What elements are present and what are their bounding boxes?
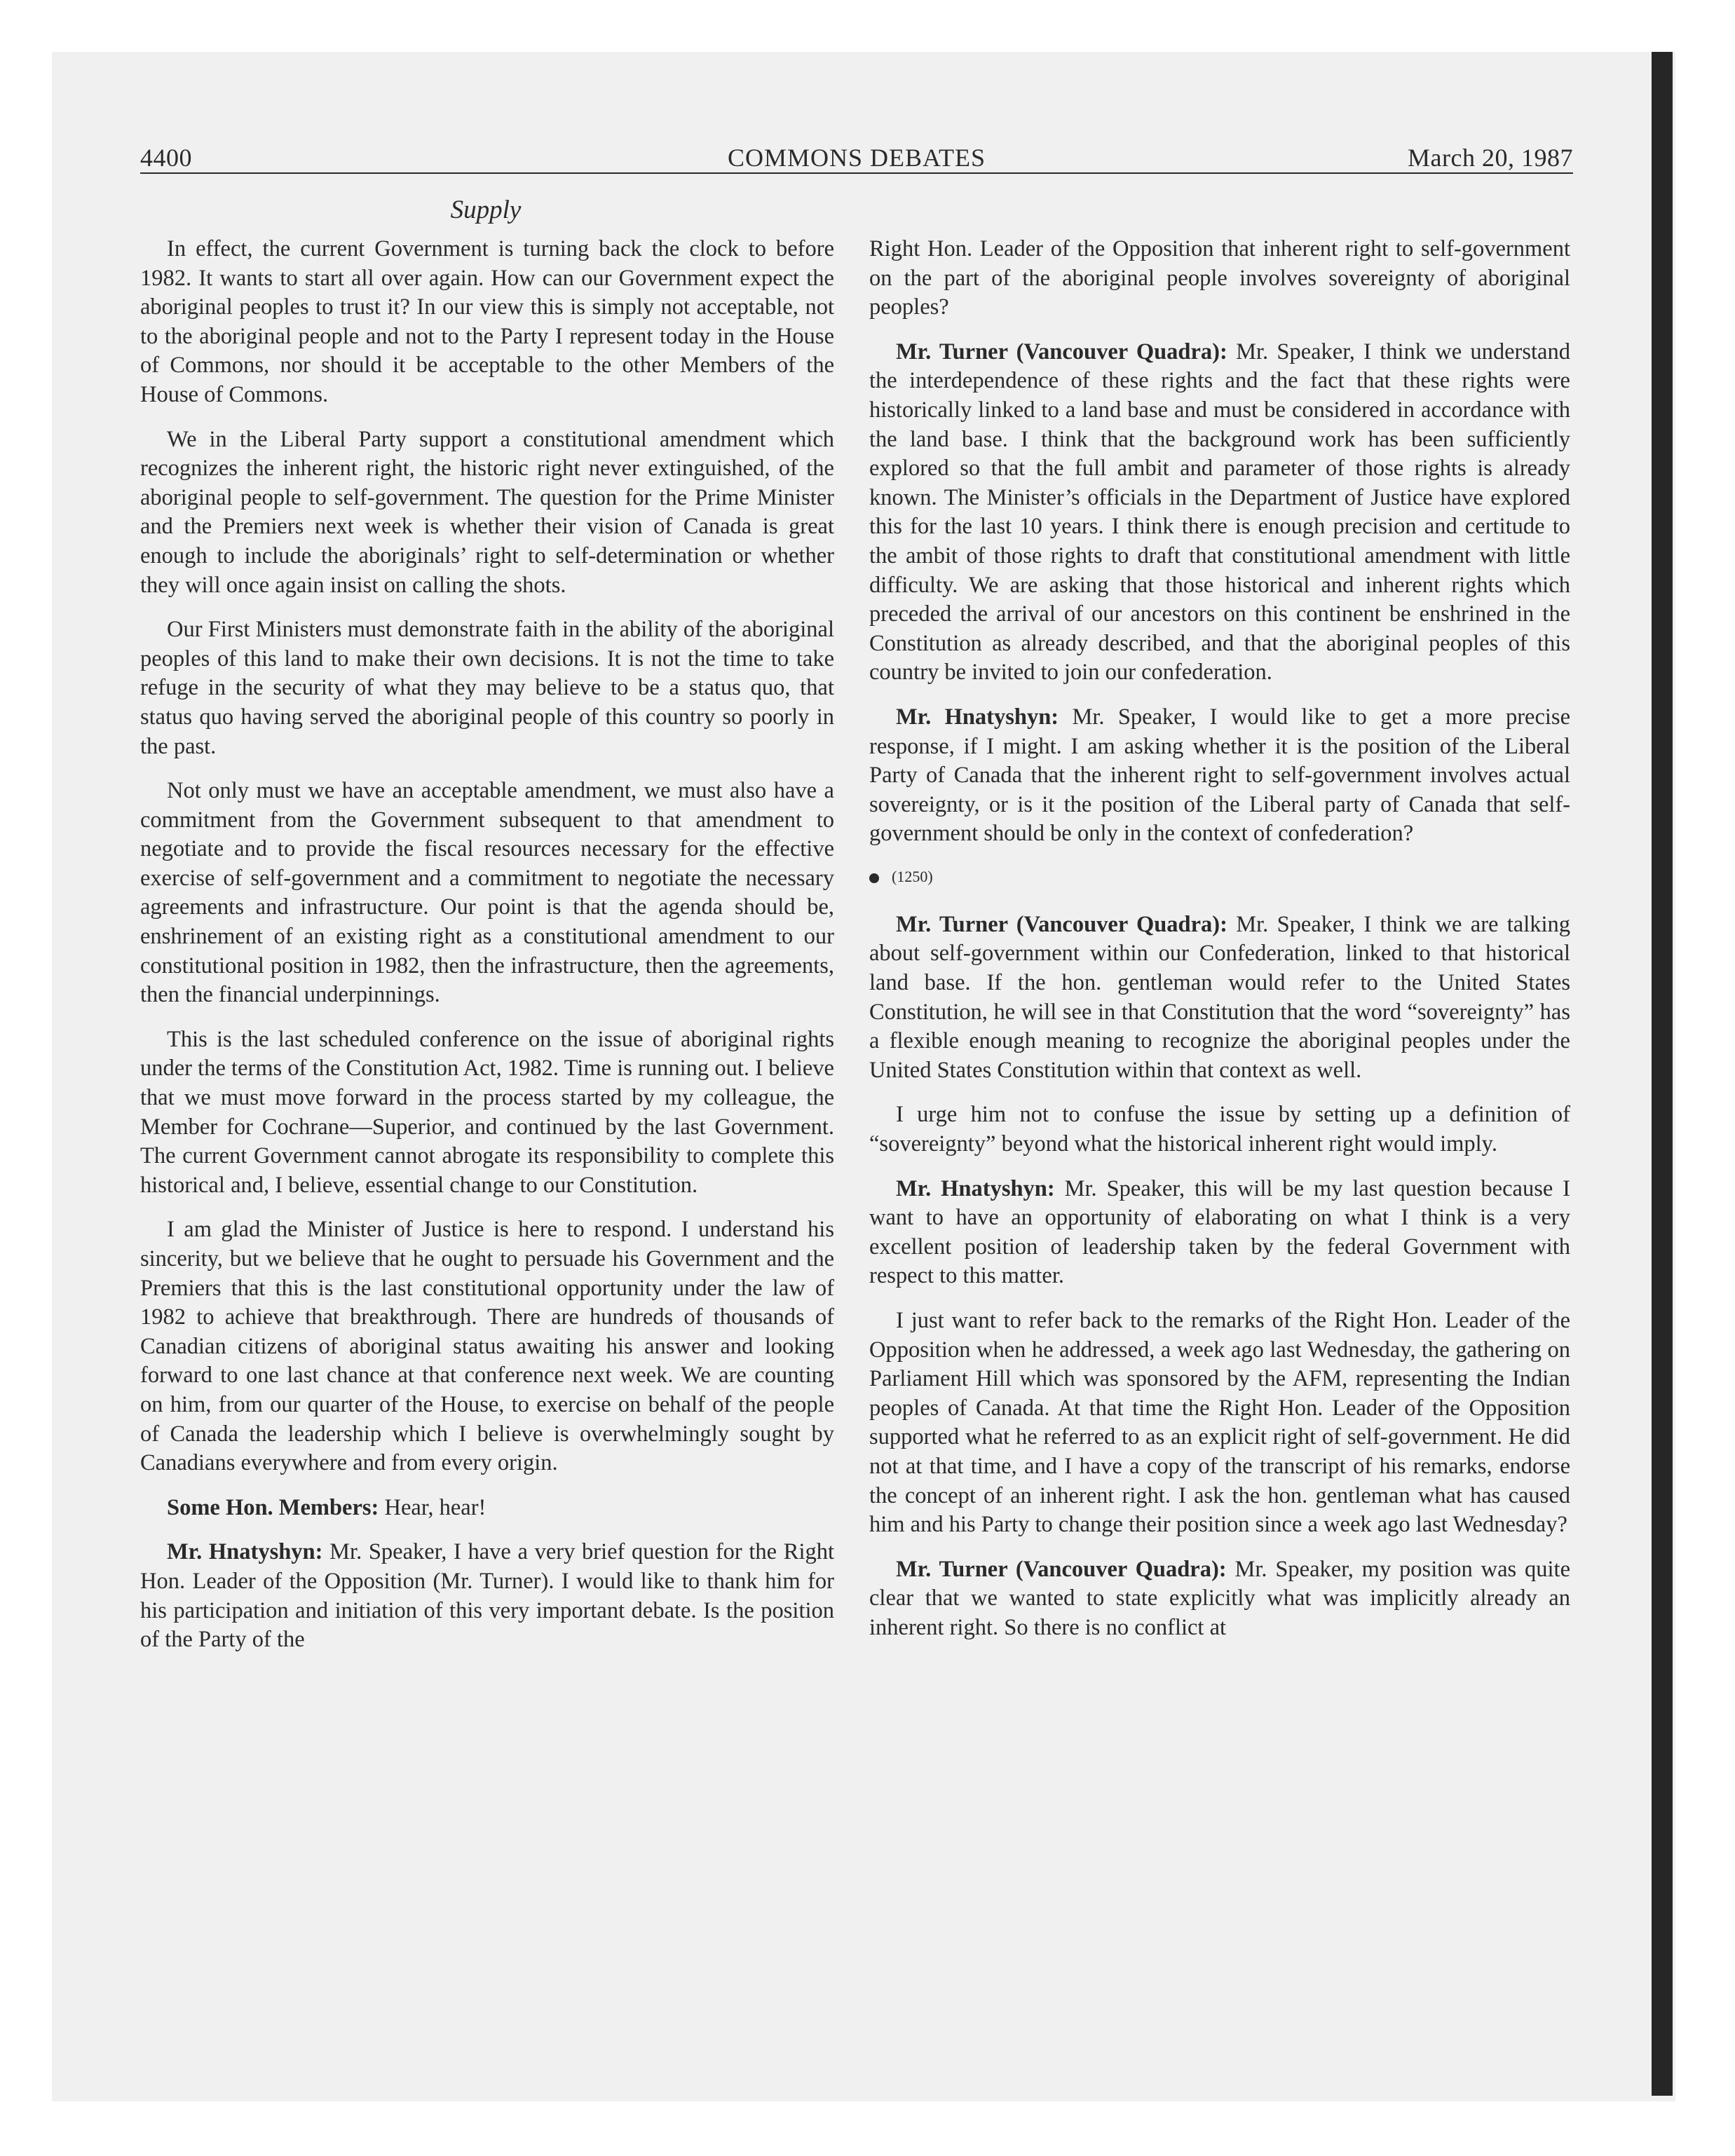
paragraph: I just want to refer back to the remarks of the Right Hon. Leader of the Opposition when he addressed, a week ago last Wednesday, the gathering on Parliament Hill which was sponsored by the AFM, representing the Indian peoples of Canada. At that time the Right Hon. Leader of the Opposition supported what he referred to as an explicit right of self-government. He did not at that time, and I have a copy of the transcript of his remarks, endorse the concept of an inherent right. I ask the hon. gentleman what has caused him and his Party to change their position since a week ago last Wednesday? [869, 1308, 1570, 1538]
section-title: Supply [450, 196, 522, 224]
paragraph: I am glad the Minister of Justice is here to respond. I understand his sincerity, but we believe that he ought to persuade his Government and the Premiers that this is the last constitutional opportunity under the law of 1982 to achieve that breakthrough. There are hundreds of thousands of Canadian citizens of aboriginal status awaiting his answer and looking forward to one last chance at that conference next week. We are counting on him, from our quarter of the House, to exercise on behalf of the people of Canada the leadership which I believe is overwhelmingly sought by Canadians everywhere and from every origin. [140, 1217, 834, 1476]
scan-edge-bar [1652, 52, 1673, 2096]
continued-paragraph: Right Hon. Leader of the Opposition that inherent right to self-government on the part of the aboriginal people involves sovereignty of aboriginal peoples? [869, 236, 1570, 320]
speech-paragraph: Mr. Hnatyshyn: Mr. Speaker, I have a very brief question for the Right Hon. Leader of the Opposition (Mr. Turner). I would like to thank him for his participation and initiation of this very important debate. Is the position of the Party of the [140, 1539, 835, 1653]
speaker-name: Mr. Hnatyshyn: [896, 704, 1059, 730]
paragraph: Our First Ministers must demonstrate faith in the ability of the aboriginal peoples of this land to make their own decisions. It is not the time to take refuge in the security of what they may believe to be a status quo, that status quo having served the aboriginal people of this country so poorly in the past. [140, 617, 834, 759]
left-column [140, 235, 834, 1670]
speaker-name: Some Hon. Members: [167, 1494, 379, 1520]
page-number: 4400 [140, 144, 192, 172]
paragraph: We in the Liberal Party support a constitutional amendment which recognizes the inherent right, the historic right never extinguished, of the aboriginal people to self-government. The question for the Prime Minister and the Premiers next week is whether their vision of Canada is great enough to include the aboriginals’ right to self-determination or whether they will once again insist on calling the shots. [140, 426, 834, 598]
speech-paragraph: Mr. Hnatyshyn: Mr. Speaker, I would like to get a more precise response, if I might. I am asking whether it is the position of the Liberal Party of Canada that the inherent right to self-government involves actual sovereignty, or is it the position of the Liberal party of Canada that self-government should be only in the context of confederation? [869, 704, 1571, 847]
header-rule [140, 172, 1573, 174]
paragraph: In effect, the current Government is turning back the clock to before 1982. It wants to start all over again. How can our Government expect the aboriginal peoples to trust it? In our view this is simply not acceptable, not to the aboriginal people and not to the Party I represent today in the House of Commons, nor should it be acceptable to the other Members of the House of Commons. [140, 236, 834, 407]
paragraph: I urge him not to confuse the issue by setting up a definition of “sovereignty” beyond what the historical inherent right would imply. [869, 1102, 1570, 1157]
paragraph: This is the last scheduled conference on the issue of aboriginal rights under the terms of the Constitution Act, 1982. Time is running out. I believe that we must move forward in the process started by my colleague, the Member for Cochrane—Superior, and continued by the last Government. The current Government cannot abrogate its responsibility to complete this historical and, I believe, essential change to our Constitution. [140, 1026, 834, 1198]
page-header [140, 137, 1573, 177]
speaker-name: Mr. Turner (Vancouver Quadra): [896, 339, 1227, 364]
bullet-icon [869, 873, 879, 883]
speech-paragraph: Mr. Hnatyshyn: Mr. Speaker, this will be my last question because I want to have an opportunity of elaborating on what I think is a very excellent position of leadership taken by the federal Government with respect to this matter. [869, 1175, 1570, 1289]
speech-paragraph: Mr. Turner (Vancouver Quadra): Mr. Speaker, I think we are talking about self-government within our Confederation, linked to that historical land base. If the hon. gentleman would refer to the United States Constitution, he will see in that Constitution that the word “sovereignty” has a flexible enough meaning to recognize the aboriginal peoples under the United States Constitution within that context as well. [869, 911, 1570, 1083]
paragraph: Not only must we have an acceptable amendment, we must also have a commitment from the Government subsequent to that amendment to negotiate and to provide the fiscal resources necessary for the effective exercise of self-government and a commitment to negotiate the necessary agreements and infrastructure. Our point is that the agenda should be, enshrinement of an existing right as a constitutional amendment to our constitutional position in 1982, then the infrastructure, then the agreements, then the financial underpinnings. [140, 778, 834, 1008]
speaker-name: Mr. Hnatyshyn: [896, 1175, 1055, 1201]
publication-date: March 20, 1987 [1408, 144, 1573, 172]
speaker-name: Mr. Turner (Vancouver Quadra): [896, 1556, 1227, 1582]
speaker-name: Mr. Turner (Vancouver Quadra): [896, 911, 1227, 937]
speech-paragraph: Mr. Turner (Vancouver Quadra): Mr. Speaker, I think we understand the interdependence of these rights and the fact that these rights were historically linked to a land base and must be considered in accordance with the land base. I think that the background work has been sufficiently explored so that the full ambit and parameter of those rights is already known. The Minister’s officials in the Department of Justice have explored this for the last 10 years. I think there is enough precision and certitude to the ambit of those rights to draft that constitutional amendment with little difficulty. We are asking that those historical and inherent rights which preceded the arrival of our ancestors on this continent be enshrined in the Constitution as already described, and that the aboriginal peoples of this country be invited to join our confederation. [869, 339, 1570, 685]
speech-paragraph: Mr. Turner (Vancouver Quadra): Mr. Speaker, my position was quite clear that we wanted to state explicitly what was implicitly already an inherent right. So there is no conflict at [869, 1556, 1570, 1640]
speech-paragraph: Some Hon. Members: Hear, hear! [167, 1494, 487, 1520]
time-marker: (1250) [869, 864, 1570, 889]
publication-title: COMMONS DEBATES [727, 144, 986, 172]
speaker-name: Mr. Hnatyshyn: [167, 1539, 323, 1565]
right-column [869, 235, 1570, 1658]
